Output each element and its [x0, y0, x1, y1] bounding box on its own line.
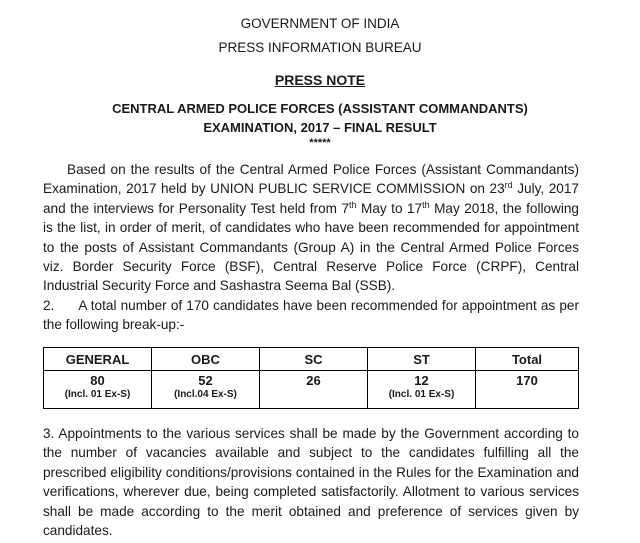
table-row [44, 371, 579, 409]
para1-text-b: July, 2017 and the interviews for Personality Test held from 7 [43, 181, 579, 216]
para1-sup-3: th [422, 199, 430, 210]
cell-st [368, 371, 476, 409]
header-government: GOVERNMENT OF INDIA [240, 16, 400, 31]
cell-sc [260, 371, 368, 409]
value-st: 12 [414, 373, 429, 388]
cell-total [476, 371, 579, 409]
para1-text-d: May 2018, the following is the list, in order of merit, of candidates who have been recommended for appointment to the posts of Assistant Commandants (Group A) in the Central Armed Police Forces viz. Border Security Force (BSF), Central Reserve Police Force (CRPF), Central Industrial Security Force and Sashastra Seema Bal (SSB). [43, 200, 579, 294]
col-header-total: Total [476, 348, 579, 371]
paragraph-2 [43, 296, 579, 335]
para1-text-c: May to 17 [356, 200, 423, 216]
para1-sup-2: th [349, 199, 357, 210]
col-header-sc: SC [260, 348, 368, 371]
col-header-obc: OBC [152, 348, 260, 371]
value-general: 80 [90, 373, 105, 388]
note-st: (Incl. 01 Ex-S) [388, 389, 455, 400]
para2-text: A total number of 170 candidates have been recommended for appointment as per the following break-up:- [43, 298, 579, 333]
para2-number: 2. [43, 298, 55, 313]
press-note-label: PRESS NOTE [274, 72, 366, 88]
value-sc: 26 [306, 373, 321, 388]
press-note-heading [0, 72, 640, 88]
value-obc: 52 [198, 373, 213, 388]
title-stars: ***** [309, 137, 331, 149]
col-header-general: GENERAL [44, 348, 152, 371]
cell-obc [152, 371, 260, 409]
table-header-row [44, 348, 579, 371]
paragraph-3: 3. Appointments to the various services shall be made by the Government according to the number of vacancies available and subject to the candidates fulfilling all the prescribed eligibility conditions/provisions contained in the Rules for the Examination and verifications, wherever due, being completed satisfactorily. Allotment to various services shall be made according to the merit obtained and preference of services given by candidates. [43, 426, 579, 539]
para1-sup-1: rd [504, 180, 513, 191]
value-total: 170 [516, 373, 538, 388]
note-obc: (Incl.04 Ex-S) [174, 389, 237, 400]
breakup-table [43, 347, 579, 409]
cell-general [44, 371, 152, 409]
document-title-line1: CENTRAL ARMED POLICE FORCES (ASSISTANT COMMANDANTS) [112, 101, 528, 116]
note-general: (Incl. 01 Ex-S) [64, 389, 131, 400]
col-header-st: ST [368, 348, 476, 371]
paragraph-1 [43, 160, 579, 296]
header-bureau: PRESS INFORMATION BUREAU [218, 40, 422, 55]
para1-text-a: Based on the results of the Central Armed Police Forces (Assistant Commandants) Examination, 2017 held by UNION PUBLIC SERVICE COMMISSION on 23 [43, 162, 579, 197]
document-title-line2: EXAMINATION, 2017 – FINAL RESULT [203, 120, 437, 135]
